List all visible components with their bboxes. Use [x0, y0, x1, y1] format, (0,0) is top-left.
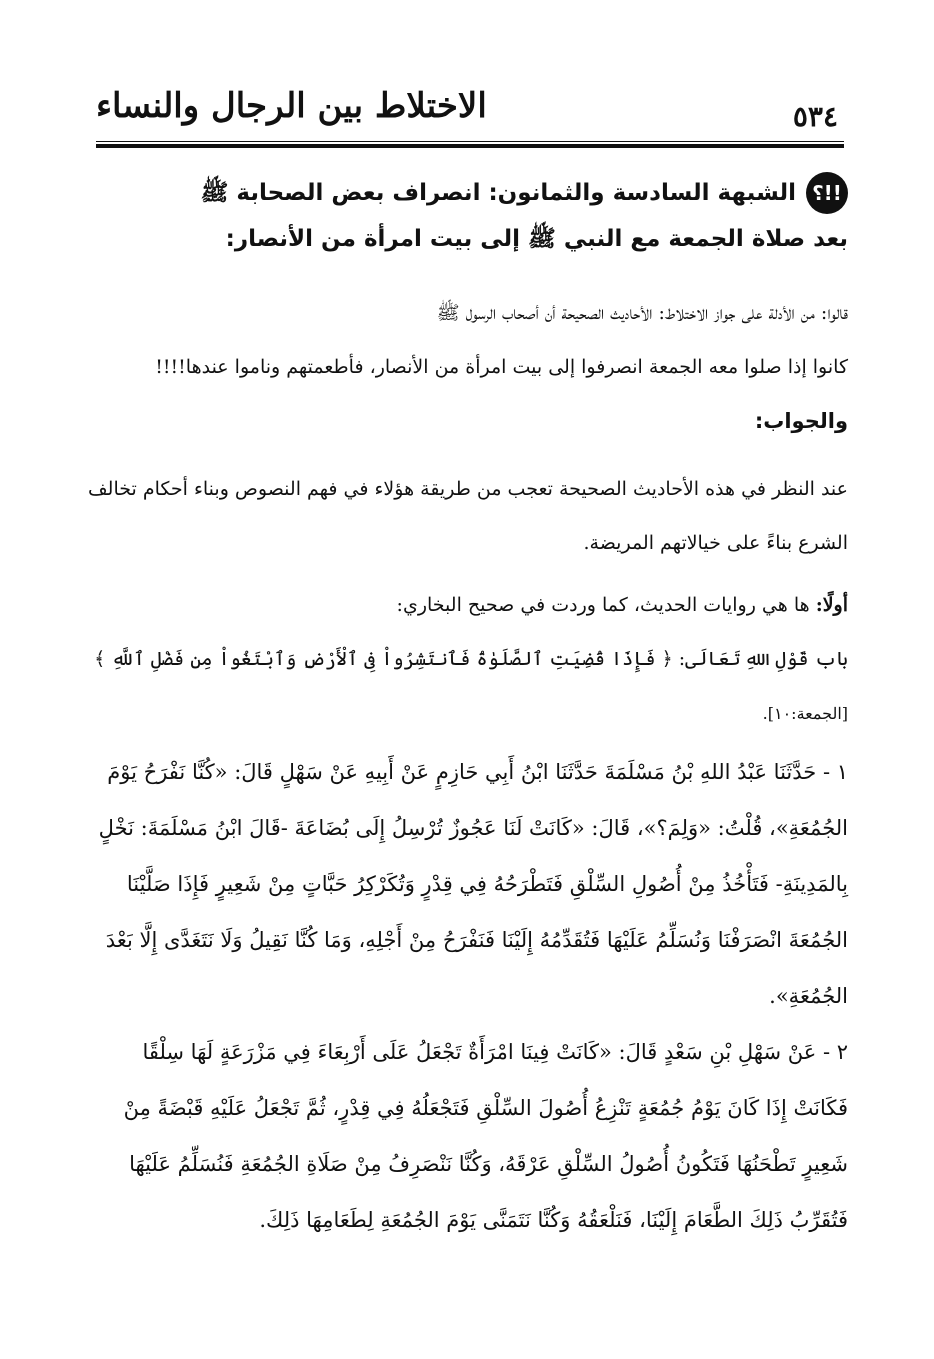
first-point-label: أولًا: [815, 594, 848, 616]
quran-reference: [الجمعة:١٠]. [762, 704, 848, 723]
running-title: الاختلاط بين الرجال والنساء [96, 86, 487, 126]
page-header [96, 78, 844, 148]
answer-label: والجواب: [754, 409, 848, 433]
first-point [86, 578, 848, 632]
header-rule-thin [96, 141, 844, 142]
page-number: ٥٣٤ [792, 100, 838, 133]
answer-text: عند النظر في هذه الأحاديث الصحيحة تعجب من طريقة هؤلاء في فهم النصوص وبناء أحكام تخالف الشرع بناءً على خيالاتهم المريضة. [88, 478, 848, 554]
exclamation-question-icon: !!؟ [806, 172, 848, 214]
chapter-text: باب قَوْلِ اللهِ تَعَالَى: ﴿ فَإِذَا قُضِيَتِ ٱلصَّلَوٰةُ فَٱنتَشِرُواْ فِى ٱلْأَرْضِ وَٱبْتَغُواْ مِن فَضْلِ ٱللَّهِ ﴾ [94, 648, 848, 670]
hadith-2 [86, 1024, 848, 1248]
heading-line-2: بعد صلاة الجمعة مع النبي ﷺ إلى بيت امرأة من الأنصار: [225, 226, 848, 252]
hadith-1-text: ١ - حَدَّثَنَا عَبْدُ اللهِ بْنُ مَسْلَمَةَ حَدَّثَنَا ابْنُ أَبِي حَازِمٍ عَنْ أَبِيهِ عَنْ سَهْلٍ قَالَ: «كُنَّا نَفْرَحُ يَوْمَ الجُمُعَةِ»، قُلْتُ: «وَلِمَ؟»، قَالَ: «كَانَتْ لَنَا عَجُوزٌ تُرْسِلُ إِلَى بُضَاعَةَ -قَالَ ابْنُ مَسْلَمَةَ: نَخْلٍ بِالمَدِينَةِ- فَتَأْخُذُ مِنْ أُصُولِ السِّلْقِ فَتَطْرَحُهُ فِي قِدْرٍ وَتُكَرْكِرُ حَبَّاتٍ مِنْ شَعِيرٍ فَإِذَا صَلَّيْنَا الجُمُعَةَ انْصَرَفْنَا وَنُسَلِّمُ عَلَيْهَا فَتُقَدِّمُهُ إِلَيْنَا فَنَفْرَحُ مِنْ أَجْلِهِ، وَمَا كُنَّا نَقِيلُ وَلَا نَتَغَدَّى إِلَّا بَعْدَ الجُمُعَةِ». [98, 760, 848, 1008]
header-rule [96, 144, 844, 148]
intro-paragraph [86, 286, 848, 394]
answer-section [86, 394, 848, 448]
intro-line-2: كانوا إذا صلوا معه الجمعة انصرفوا إلى بيت امرأة من الأنصار، فأطعمتهم وناموا عندها!!!! [155, 356, 848, 378]
section-heading [88, 170, 848, 262]
heading-line-1: الشبهة السادسة والثمانون: انصراف بعض الصحابة ﷺ [200, 180, 796, 206]
answer-paragraph [86, 462, 848, 570]
hadith-1 [86, 744, 848, 1024]
chapter-heading [86, 632, 848, 741]
hadith-2-text: ٢ - عَنْ سَهْلِ بْنِ سَعْدٍ قَالَ: «كَانَتْ فِينَا امْرَأَةٌ تَجْعَلُ عَلَى أَرْبِعَاءَ فِي مَزْرَعَةٍ لَهَا سِلْقًا فَكَانَتْ إِذَا كَانَ يَوْمُ جُمُعَةٍ تَنْزِعُ أُصُولَ السِّلْقِ فَتَجْعَلُهُ فِي قِدْرٍ، ثُمَّ تَجْعَلُ عَلَيْهِ قَبْضَةً مِنْ شَعِيرٍ تَطْحَنُهَا فَتَكُونُ أُصُولُ السِّلْقِ عَرْقَهُ، وَكُنَّا نَنْصَرِفُ مِنْ صَلَاةِ الجُمُعَةِ فَنُسَلِّمُ عَلَيْهَا فَتُقَرِّبُ ذَلِكَ الطَّعَامَ إِلَيْنَا، فَنَلْعَقُهُ وَكُنَّا نَتَمَنَّى يَوْمَ الجُمُعَةِ لِطَعَامِهَا ذَلِكَ. [123, 1040, 848, 1232]
intro-line-1: قالوا: من الأدلة على جواز الاختلاط: الأحاديث الصحيحة أن أصحاب الرسول ﷺ [436, 302, 848, 324]
first-point-text: ها هي روايات الحديث، كما وردت في صحيح البخاري: [396, 594, 810, 616]
